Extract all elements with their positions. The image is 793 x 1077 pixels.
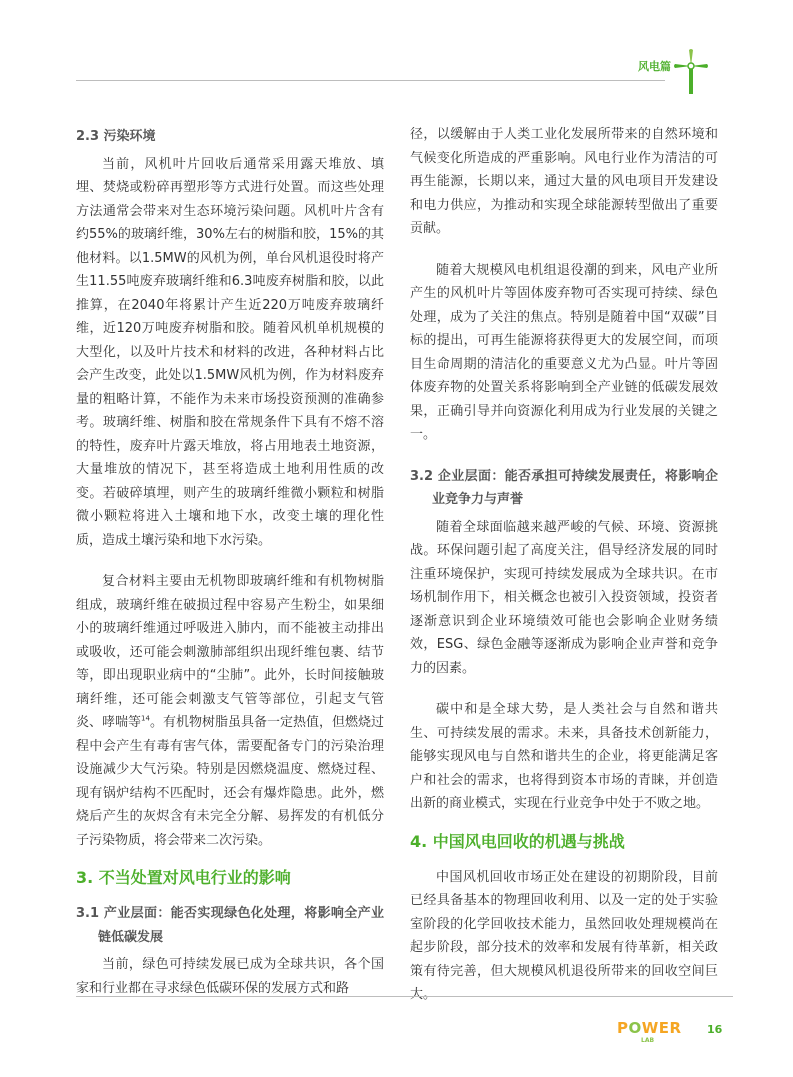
paragraph: 当前，风机叶片回收后通常采用露天堆放、填埋、焚烧或粉碎再塑形等方式进行处置。而这些处理方法通常会带来对生态环境污染问题。风机叶片含有约55%的玻璃纤维，30%左右的树脂和胶，15%的其他材料。以1.5MW的风机为例，单台风机退役时将产生11.55吨废弃玻璃纤维和6.3吨废弃树脂和胶，以此推算，在2040年将累计产生近220万吨废弃玻璃纤维，近120万吨废弃树脂和胶。随着风机单机规模的大型化，以及叶片技术和材料的改进，各种材料占比会产生改变，此处以1.5MW风机为例，作为材料废弃量的粗略计算，不能作为未来市场投资预测的准确参考。玻璃纤维、树脂和胶在常规条件下具有不熔不溶的特性，废弃叶片露天堆放，将占用地表土地资源，大量堆放的情况下，甚至将造成土地利用性质的改变。若破碎填埋，则产生的玻璃纤维微小颗粒和树脂微小颗粒将进入土壤和地下水，改变土壤的理化性质，造成土壤污染和地下水污染。 — [76, 156, 384, 548]
right-column — [410, 123, 718, 1007]
heading-2-3: 2.3 污染环境 — [76, 129, 156, 144]
paragraph: 复合材料主要由无机物即玻璃纤维和有机物树脂组成，玻璃纤维在破损过程中容易产生粉尘，如果细小的玻璃纤维通过呼吸进入肺内，而不能被主动排出或吸收，还可能会刺激肺部组织出现纤维包裹、结节等，即出现职业病中的“尘肺”。此外，长时间接触玻璃纤维，还可能会刺激支气管等部位，引起支气管炎、哮喘等$^{14}$。有机物树脂虽具备一定热值，但燃烧过程中会产生有毒有害气体，需要配备专门的污染治理设施减少大气污染。特别是因燃烧温度、燃烧过程、现有锅炉结构不匹配时，还会有爆炸隐患。此外，燃烧后产生的灰烬含有未完全分解、易挥发的有机低分子污染物质，将会带来二次污染。 — [76, 574, 384, 848]
page-number: 16 — [707, 1023, 723, 1036]
paragraph: 中国风机回收市场正处在建设的初期阶段，目前已经具备基本的物理回收利用、以及一定的处于实验室阶段的化学回收技术能力，虽然回收处理规模尚在起步阶段，部分技术的效率和发展有待革新，相关政策有待完善，但大规模风机退役所带来的回收空间巨大。 — [410, 869, 718, 1002]
footnote-ref: 14 — [141, 714, 150, 723]
heading-4: 4. 中国风电回收的机遇与挑战 — [410, 831, 625, 851]
heading-3: 3. 不当处置对风电行业的影响 — [76, 868, 291, 887]
paragraph: 当前，绿色可持续发展已成为全球共识，各个国家和行业都在寻求绿色低碳环保的发展方式和路 — [76, 957, 384, 996]
power-lab-logo: POWER — [617, 1019, 682, 1037]
heading-3-2: 3.2 企业层面：能否承担可持续发展责任，将影响企业竞争力与声誉 — [410, 468, 718, 507]
footer-divider — [76, 996, 733, 997]
section-label: 风电篇 — [638, 60, 671, 73]
left-column — [76, 125, 384, 1000]
paragraph: 碳中和是全球大势，是人类社会与自然和谐共生、可持续发展的需求。未来，具备技术创新能力，能够实现风电与自然和谐共生的企业，将更能满足客户和社会的需求，也将得到资本市场的青睐，并创造出新的商业模式，实现在行业竞争中处于不败之地。 — [410, 702, 718, 811]
logo-subtitle: LAB — [641, 1037, 655, 1044]
heading-3-1: 3.1 产业层面：能否实现绿色化处理，将影响全产业链低碳发展 — [76, 906, 384, 945]
wind-turbine-icon — [673, 48, 709, 94]
paragraph: 随着全球面临越来越严峻的气候、环境、资源挑战。环保问题引起了高度关注，倡导经济发展的同时注重环境保护，实现可持续发展成为全球共识。在市场机制作用下，相关概念也被引入投资领域，投资者逐渐意识到企业环境绩效可能也会影响企业财务绩效，ESG、绿色金融等逐渐成为影响企业声誉和竞争力的因素。 — [410, 519, 718, 676]
paragraph: 随着大规模风电机组退役潮的到来，风电产业所产生的风机叶片等固体废弃物可否实现可持续、绿色处理，成为了关注的焦点。特别是随着中国“双碳”目标的提出，可再生能源将获得更大的发展空间，而项目生命周期的清洁化的重要意义尤为凸显。叶片等固体废弃物的处置关系将影响到全产业链的低碳发展效果，正确引导并向资源化利用成为行业发展的关键之一。 — [410, 262, 718, 442]
paragraph: 径，以缓解由于人类工业化发展所带来的自然环境和气候变化所造成的严重影响。风电行业作为清洁的可再生能源，长期以来，通过大量的风电项目开发建设和电力供应，为推动和实现全球能源转型做出了重要贡献。 — [410, 127, 718, 236]
header-divider — [76, 80, 665, 81]
